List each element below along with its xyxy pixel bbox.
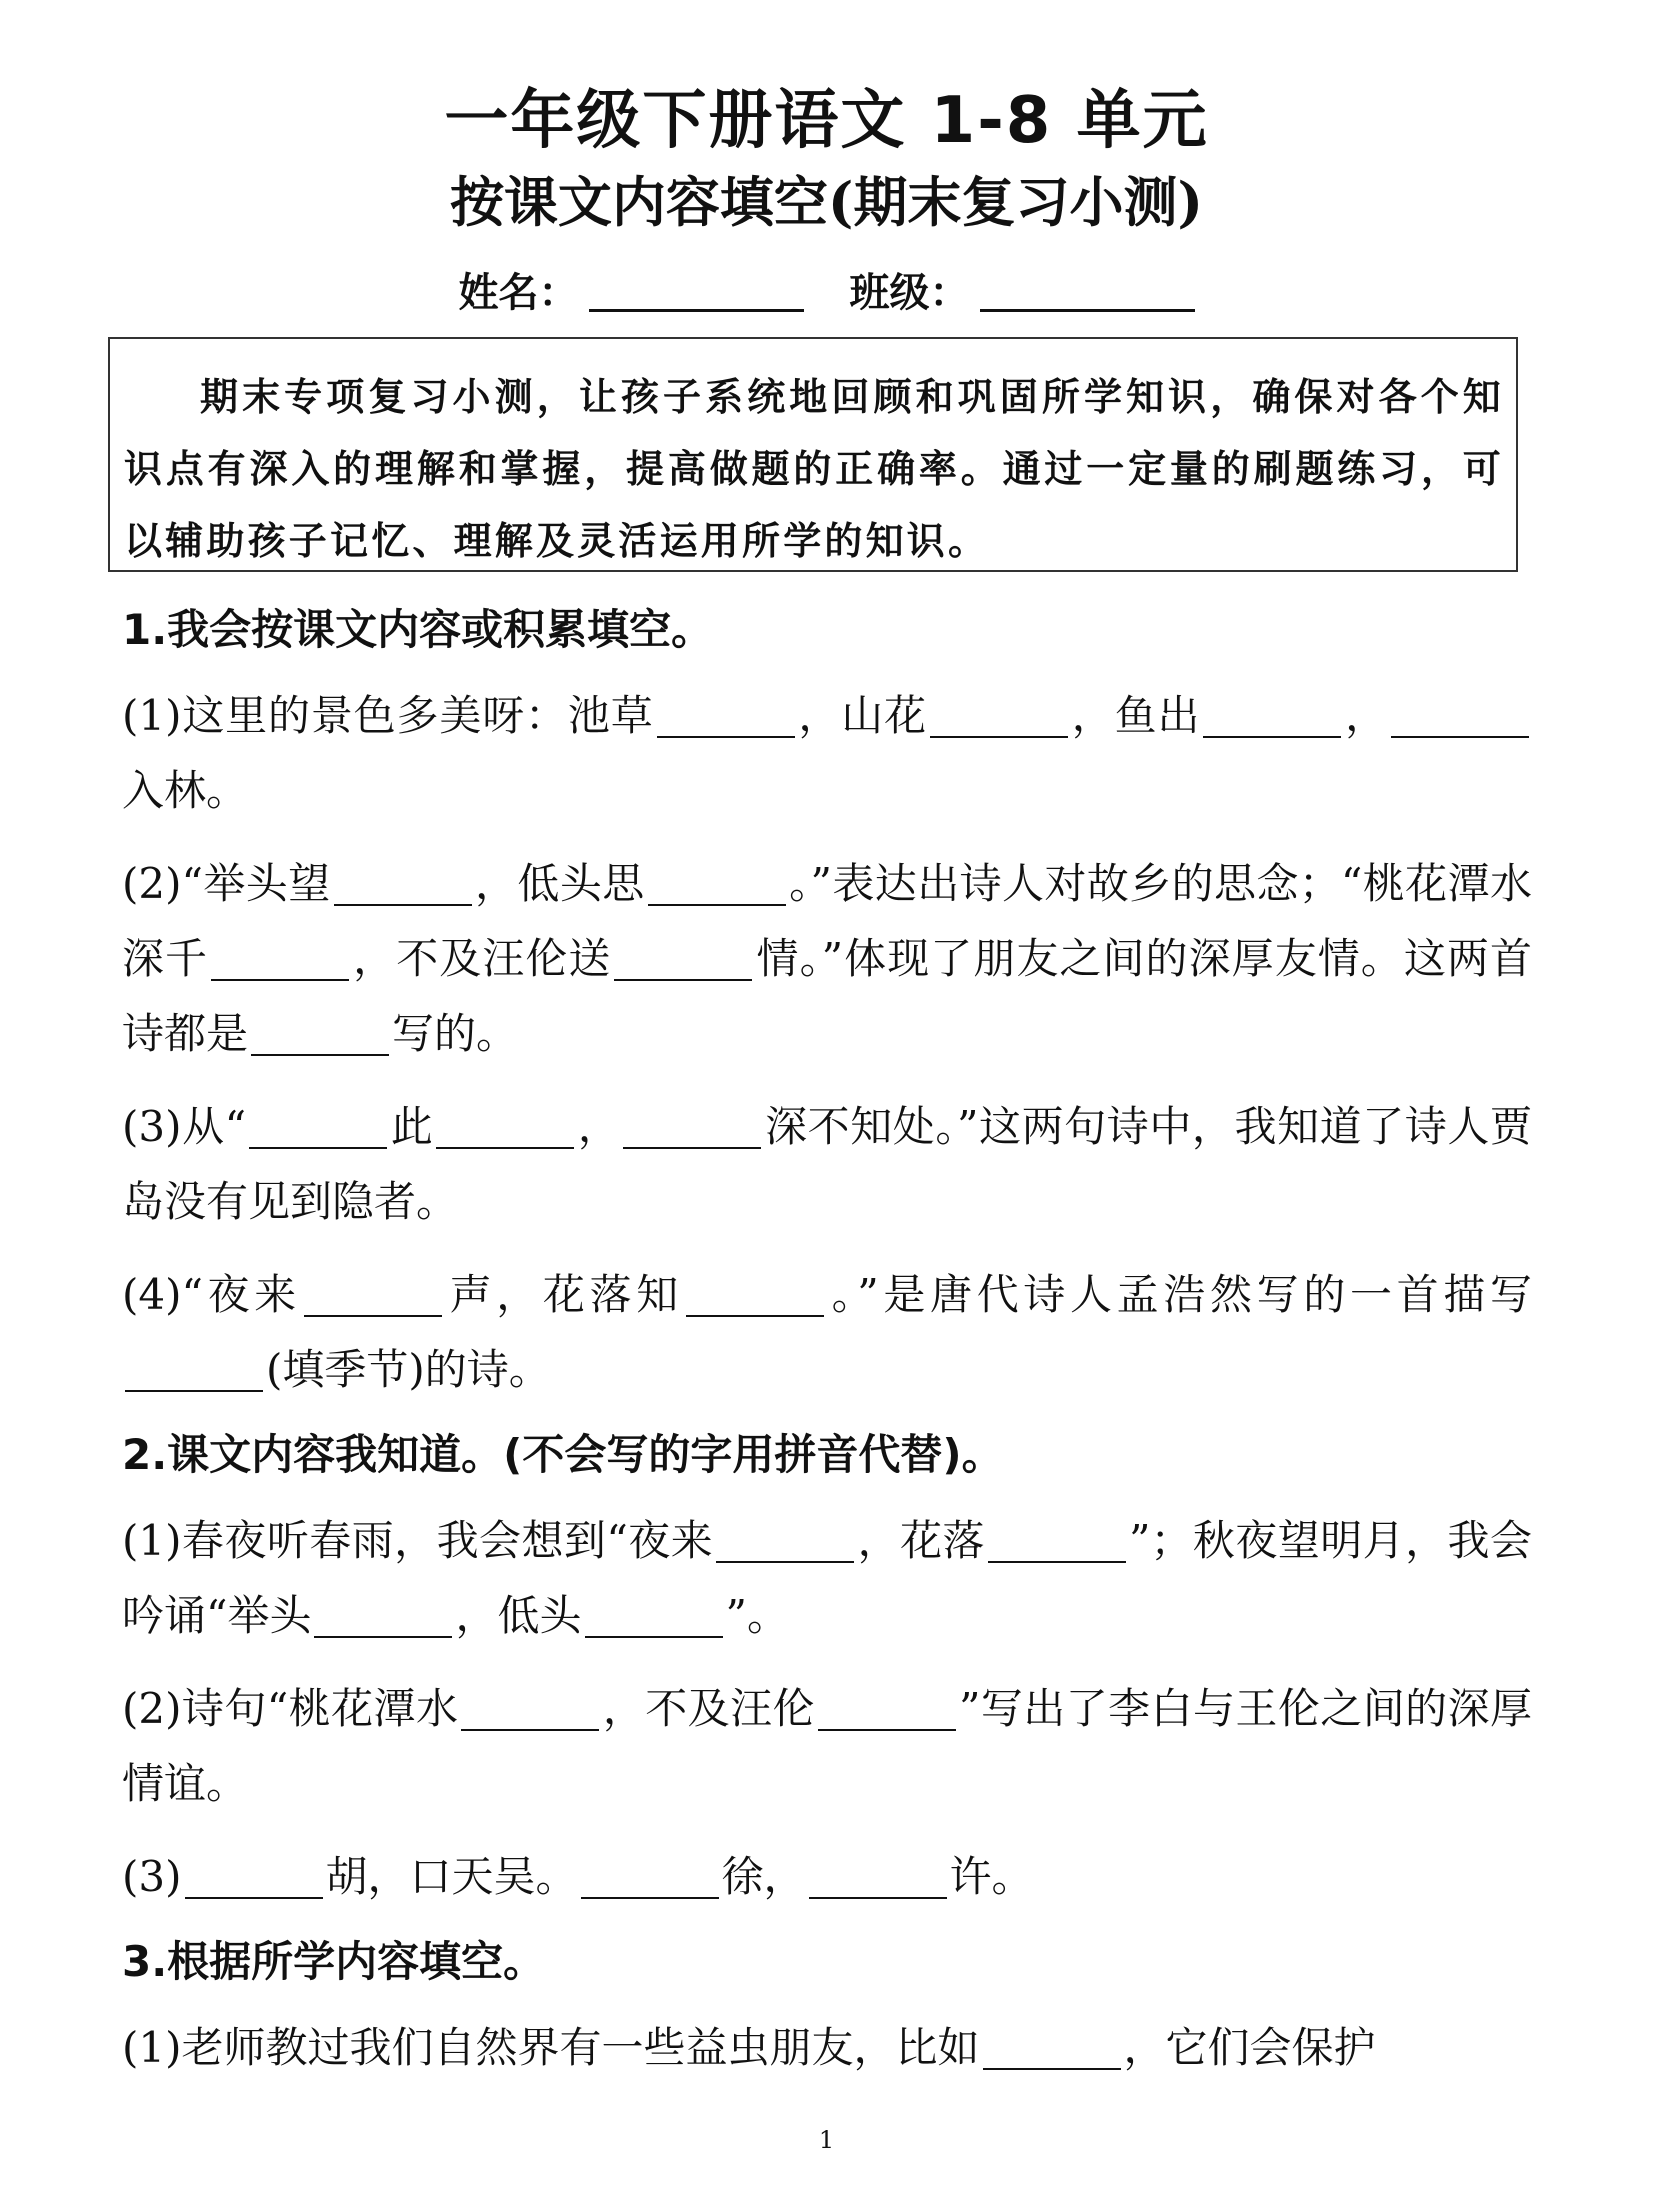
answer-blank[interactable] bbox=[581, 1853, 719, 1899]
question-text: (3)从“ bbox=[122, 1102, 247, 1151]
question-text: ，低头 bbox=[455, 1591, 582, 1640]
page-subtitle: 按课文内容填空(期末复习小测) bbox=[449, 170, 1204, 234]
question-text: 深不知处。”这两句诗中，我知道了诗人贾岛没有见到隐者。 bbox=[122, 1102, 1532, 1226]
student-info-row bbox=[0, 265, 1653, 321]
answer-blank[interactable] bbox=[1391, 692, 1529, 738]
section-1-heading: 1.我会按课文内容或积累填空。 bbox=[122, 605, 714, 654]
answer-blank[interactable] bbox=[818, 1685, 956, 1731]
page-number: 1 bbox=[818, 2126, 835, 2154]
question-1-2 bbox=[122, 846, 1532, 1071]
name-field[interactable] bbox=[589, 269, 804, 312]
answer-blank[interactable] bbox=[988, 1517, 1126, 1563]
answer-blank[interactable] bbox=[249, 1103, 387, 1149]
question-text: ， bbox=[1344, 691, 1388, 740]
question-text: 。”表达出诗人对故乡的思念；“桃花潭水深千 bbox=[122, 859, 1532, 983]
answer-blank[interactable] bbox=[614, 935, 752, 981]
question-text: 声，花落知 bbox=[444, 1270, 683, 1319]
intro-text: 期末专项复习小测，让孩子系统地回顾和巩固所学知识，确保对各个知识点有深入的理解和掌握，提高做题的正确率。通过一定量的刷题练习，可以辅助孩子记忆、理解及灵活运用所学的知识。 bbox=[124, 374, 1504, 563]
question-1-1 bbox=[122, 678, 1532, 828]
question-text: (2)“举头望 bbox=[122, 859, 331, 908]
question-1-4 bbox=[122, 1257, 1532, 1407]
question-text: 许。 bbox=[949, 1852, 1034, 1901]
question-1-3 bbox=[122, 1089, 1532, 1239]
class-field[interactable] bbox=[980, 269, 1195, 312]
answer-blank[interactable] bbox=[314, 1592, 452, 1638]
question-text: (1)春夜听春雨，我会想到“夜来 bbox=[122, 1516, 714, 1565]
class-label: 班级： bbox=[849, 269, 970, 316]
answer-blank[interactable] bbox=[436, 1103, 574, 1149]
question-text: 。”是唐代诗人孟浩然写的一首描写 bbox=[826, 1270, 1532, 1319]
question-text: 写的。 bbox=[392, 1009, 519, 1058]
answer-blank[interactable] bbox=[809, 1853, 947, 1899]
answer-blank[interactable] bbox=[251, 1010, 389, 1056]
question-text: ，不及汪伦 bbox=[602, 1684, 815, 1733]
question-text: ，山花 bbox=[797, 691, 927, 740]
answer-blank[interactable] bbox=[983, 2024, 1121, 2070]
answer-blank[interactable] bbox=[716, 1517, 854, 1563]
answer-blank[interactable] bbox=[125, 1346, 263, 1392]
question-text: 情。”体现了朋友之间的深厚友情。这两首诗都是 bbox=[122, 934, 1532, 1058]
questions-area bbox=[122, 600, 1532, 2103]
question-text: ，不及汪伦送 bbox=[352, 934, 612, 983]
section-2-heading: 2.课文内容我知道。(不会写的字用拼音代替)。 bbox=[122, 1430, 1004, 1479]
question-text: 胡，口天吴。 bbox=[325, 1852, 578, 1901]
answer-blank[interactable] bbox=[930, 692, 1068, 738]
question-text: (填季节)的诗。 bbox=[266, 1345, 551, 1394]
question-3-1 bbox=[122, 2010, 1532, 2085]
answer-blank[interactable] bbox=[1203, 692, 1341, 738]
answer-blank[interactable] bbox=[461, 1685, 599, 1731]
question-text: (2)诗句“桃花潭水 bbox=[122, 1684, 459, 1733]
question-text: (4)“夜来 bbox=[122, 1270, 301, 1319]
answer-blank[interactable] bbox=[185, 1853, 323, 1899]
answer-blank[interactable] bbox=[686, 1271, 824, 1317]
question-text: ，花落 bbox=[857, 1516, 985, 1565]
section-3-heading: 3.根据所学内容填空。 bbox=[122, 1937, 546, 1986]
question-2-2 bbox=[122, 1671, 1532, 1821]
answer-blank[interactable] bbox=[585, 1592, 723, 1638]
question-text: (3) bbox=[122, 1852, 182, 1901]
question-text: ，鱼出 bbox=[1070, 691, 1201, 740]
question-text: 徐， bbox=[721, 1852, 806, 1901]
page-title: 一年级下册语文 1-8 单元 bbox=[444, 84, 1209, 158]
answer-blank[interactable] bbox=[657, 692, 795, 738]
question-text: ”。 bbox=[725, 1591, 789, 1640]
question-text: 入林。 bbox=[122, 766, 249, 815]
name-label: 姓名： bbox=[458, 269, 579, 316]
question-text: ”；秋夜望明月，我会吟诵“举头 bbox=[122, 1516, 1532, 1640]
answer-blank[interactable] bbox=[623, 1103, 761, 1149]
answer-blank[interactable] bbox=[648, 860, 786, 906]
question-text: (1)这里的景色多美呀：池草 bbox=[122, 691, 654, 740]
answer-blank[interactable] bbox=[304, 1271, 442, 1317]
question-text: (1)老师教过我们自然界有一些益虫朋友，比如 bbox=[122, 2023, 980, 2072]
question-2-3 bbox=[122, 1839, 1532, 1914]
question-text: ，低头思 bbox=[474, 859, 645, 908]
question-2-1 bbox=[122, 1503, 1532, 1653]
question-text: ”写出了李白与王伦之间的深厚情谊。 bbox=[122, 1684, 1532, 1808]
question-text: ， bbox=[577, 1102, 621, 1151]
intro-box bbox=[108, 337, 1518, 572]
question-text: 此 bbox=[390, 1102, 434, 1151]
answer-blank[interactable] bbox=[334, 860, 472, 906]
question-text: ，它们会保护 bbox=[1123, 2023, 1376, 2072]
answer-blank[interactable] bbox=[211, 935, 349, 981]
